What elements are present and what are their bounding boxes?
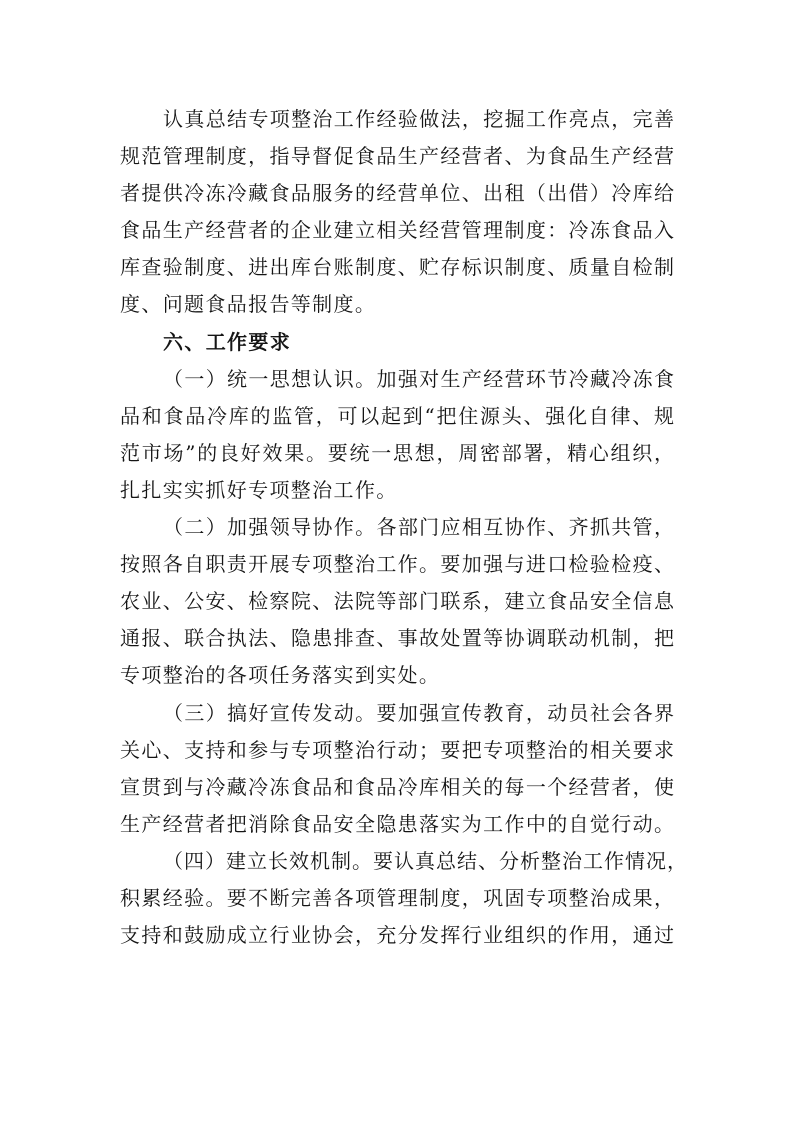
text-line: 库查验制度、进出库台账制度、贮存标识制度、质量自检制 bbox=[120, 255, 675, 280]
text-line: 规范管理制度，指导督促食品生产经营者、为食品生产经营 bbox=[120, 144, 675, 169]
text-line: 宣贯到与冷藏冷冻食品和食品冷库相关的每一个经营者，使 bbox=[120, 774, 675, 799]
document-body bbox=[120, 101, 688, 954]
text-line: 认真总结专项整治工作经验做法，挖掘工作亮点，完善 bbox=[163, 107, 675, 131]
paragraph-item-2 bbox=[120, 509, 675, 694]
text-line: 农业、公安、检察院、法院等部门联系，建立食品安全信息 bbox=[120, 589, 675, 614]
text-line: 支持和鼓励成立行业协会，充分发挥行业组织的作用，通过 bbox=[120, 923, 675, 948]
text-line: 食品生产经营者的企业建立相关经营管理制度：冷冻食品入 bbox=[120, 218, 675, 243]
text-line: 关心、支持和参与专项整治行动；要把专项整治的相关要求 bbox=[120, 737, 675, 762]
paragraph-item-4 bbox=[120, 843, 688, 954]
text-line: （二）加强领导协作。各部门应相互协作、齐抓共管， bbox=[163, 515, 675, 540]
text-line: 生产经营者把消除食品安全隐患落实为工作中的自觉行动。 bbox=[120, 811, 675, 836]
text-line: 积累经验。要不断完善各项管理制度，巩固专项整治成果， bbox=[120, 885, 675, 910]
text-line: 者提供冷冻冷藏食品服务的经营单位、出租（出借）冷库给 bbox=[120, 181, 675, 206]
text-line: 品和食品冷库的监管，可以起到“把住源头、强化自律、规 bbox=[120, 403, 675, 428]
text-line: （一）统一思想认识。加强对生产经营环节冷藏冷冻食 bbox=[163, 366, 675, 391]
section-heading-block bbox=[120, 324, 675, 361]
text-line: 专项整治的各项任务落实到实处。 bbox=[120, 663, 441, 688]
section-heading: 六、工作要求 bbox=[163, 329, 292, 354]
text-line: 范市场”的良好效果。要统一思想，周密部署，精心组织， bbox=[120, 440, 675, 465]
text-line: （四）建立长效机制。要认真总结、分析整治工作情况， bbox=[163, 848, 688, 873]
text-line: 扎扎实实抓好专项整治工作。 bbox=[120, 477, 398, 502]
text-line: （三）搞好宣传发动。要加强宣传教育，动员社会各界 bbox=[163, 700, 675, 725]
text-line: 通报、联合执法、隐患排查、事故处置等协调联动机制，把 bbox=[120, 626, 675, 651]
paragraph-item-1 bbox=[120, 361, 675, 509]
text-line: 度、问题食品报告等制度。 bbox=[120, 292, 377, 317]
paragraph-summary bbox=[120, 101, 675, 324]
text-line: 按照各自职责开展专项整治工作。要加强与进口检验检疫、 bbox=[120, 552, 675, 577]
paragraph-item-3 bbox=[120, 695, 675, 843]
